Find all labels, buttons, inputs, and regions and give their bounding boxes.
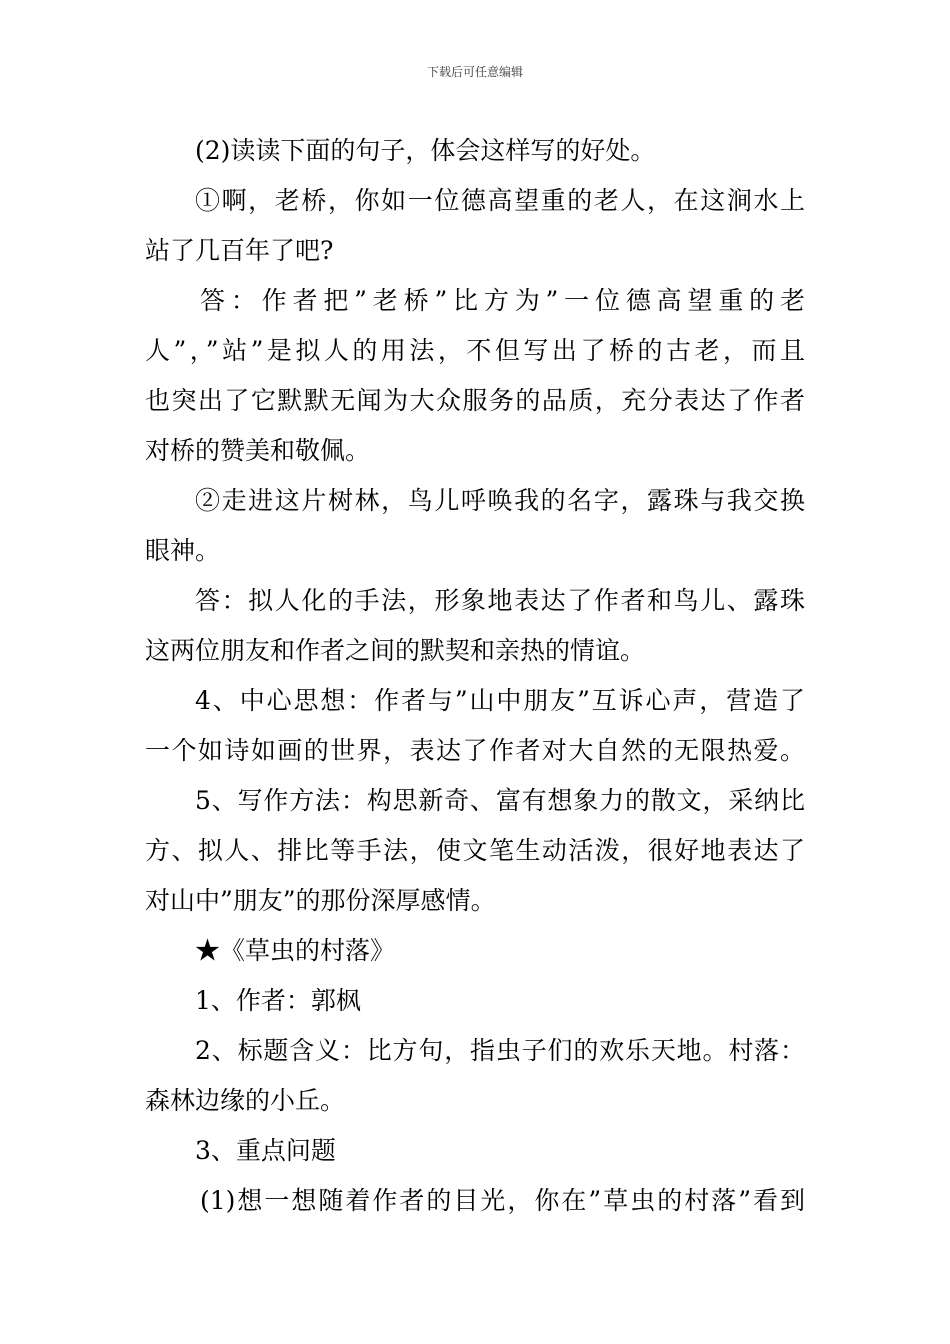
text-line: 5、写作方法：构思新奇、富有想象力的散文，采纳比 — [195, 786, 805, 815]
text-line: 2、标题含义：比方句，指虫子们的欢乐天地。村落： — [195, 1036, 805, 1065]
text-line: 方、拟人、排比等手法，使文笔生动活泼，很好地表达了 — [145, 836, 805, 865]
text-line: ②走进这片树林，鸟儿呼唤我的名字，露珠与我交换 — [195, 486, 805, 515]
document-body — [145, 126, 805, 1226]
page-header: 下载后可任意编辑 — [426, 65, 523, 79]
text-line: 对桥的赞美和敬佩。 — [145, 436, 371, 465]
text-line: (2)读读下面的句子，体会这样写的好处。 — [195, 136, 656, 165]
section-title: ★《草虫的村落》 — [195, 936, 396, 965]
text-line: 眼神。 — [145, 536, 221, 565]
text-line: 答：作者把”老桥”比方为”一位德高望重的老 — [200, 286, 805, 315]
text-line: ①啊，老桥，你如一位德高望重的老人，在这涧水上 — [195, 186, 805, 215]
text-line: 也突出了它默默无闻为大众服务的品质，充分表达了作者 — [145, 386, 805, 415]
text-line: 答：拟人化的手法，形象地表达了作者和鸟儿、露珠 — [195, 586, 805, 615]
text-line: (1)想一想随着作者的目光，你在”草虫的村落”看到 — [200, 1186, 805, 1215]
text-line: 人”，”站”是拟人的用法，不但写出了桥的古老，而且 — [145, 336, 805, 365]
text-line: 站了几百年了吧? — [145, 236, 334, 265]
text-line: 一个如诗如画的世界，表达了作者对大自然的无限热爱。 — [145, 736, 805, 765]
text-line: 森林边缘的小丘。 — [145, 1086, 346, 1115]
text-line: 3、重点问题 — [195, 1136, 336, 1165]
text-line: 这两位朋友和作者之间的默契和亲热的情谊。 — [145, 636, 646, 665]
text-line: 1、作者：郭枫 — [195, 986, 361, 1015]
text-line: 对山中”朋友”的那份深厚感情。 — [145, 886, 496, 915]
text-line: 4、中心思想：作者与”山中朋友”互诉心声，营造了 — [195, 686, 805, 715]
